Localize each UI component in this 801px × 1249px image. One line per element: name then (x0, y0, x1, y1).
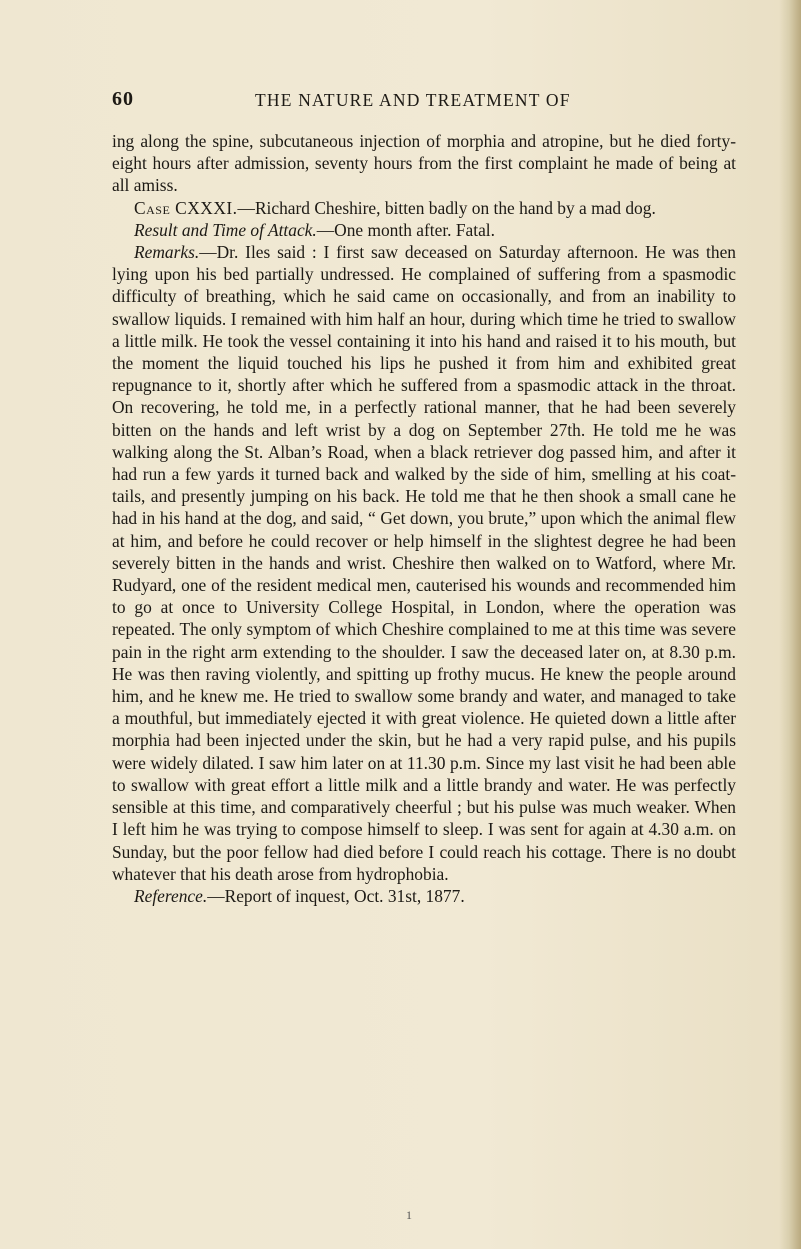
case-text: —Richard Cheshire, bitten badly on the hand by a mad dog. (237, 197, 656, 218)
paragraph-remarks (112, 241, 736, 885)
page-header (0, 88, 801, 118)
running-title: THE NATURE AND TREATMENT OF (255, 90, 571, 110)
result-label: Result and Time of Attack. (134, 219, 317, 240)
case-label: Case CXXXI. (134, 197, 238, 218)
paragraph-reference (112, 885, 736, 907)
paragraph-continuation: ing along the spine, subcutaneous injection of morphia and atropine, but he died forty-eight hours after admission, seventy hours from the first complaint he made of being at all amiss. (112, 131, 736, 196)
page-edge-shadow (779, 0, 801, 1249)
remarks-label: Remarks. (134, 242, 200, 263)
result-text: —One month after. Fatal. (316, 219, 495, 240)
paragraph-case (112, 197, 736, 219)
page-number: 60 (112, 88, 134, 110)
signature-mark: 1 (406, 1208, 412, 1222)
remarks-text: —Dr. Iles said : I first saw deceased on Saturday afternoon. He was then lying upon his bed partially undressed. He complained of suffering from a spasmodic difficulty of breathing, which he said came on occasionally, and from an inability to swallow liquids. I remained with him half an hour, during which time he tried to swallow a little milk. He took the vessel containing it into his hand and raised it to his mouth, but the moment the liquid touched his lips he pushed it from him and exhibited great repugnance to it, shortly after which he suffered from a spasmodic attack in the throat. On recovering, he told me, in a perfectly rational manner, that he had been severely bitten on the hands and left wrist by a dog on September 27th. He told me he was walking along the St. Alban’s Road, when a black retriever dog passed him, and after it had run a few yards it turned back and walked by the side of him, smelling at his coat-tails, and presently jumping on his back. He told me that he then shook a small cane he had in his hand at the dog, and said, “ Get down, you brute,” upon which the animal flew at him, and before he could recover or help himself in the slightest degree he had been severely bitten in the hands and wrist. Cheshire then walked on to Watford, where Mr. Rudyard, one of the resident medical men, cauterised his wounds and recommended him to go at once to University College Hospital, in London, where the operation was repeated. The only symptom of which Cheshire complained to me at this time was severe pain in the right arm extending to the shoulder. I saw the deceased later on, at 8.30 p.m. He was then raving violently, and spitting up frothy mucus. He knew the people around him, and he knew me. He tried to swallow some brandy and water, and managed to take a mouthful, but immediately ejected it with great violence. He quieted down a little after morphia had been injected under the skin, but he had a very rapid pulse, and his pupils were widely dilated. I saw him later on at 11.30 p.m. Since my last visit he had been able to swallow with great effort a little milk and a little brandy and water. He was perfectly sensible at this time, and comparatively cheerful ; but his pulse was much weaker. When I left him he was trying to compose himself to sleep. I was sent for again at 4.30 a.m. on Sunday, but the poor fellow had died before I could reach his cottage. There is no doubt whatever that his death arose from hydrophobia. (112, 242, 736, 884)
paragraph-result (112, 219, 736, 241)
reference-label: Reference. (134, 885, 208, 906)
reference-text: —Report of inquest, Oct. 31st, 1877. (207, 885, 465, 906)
body-text (112, 130, 736, 907)
